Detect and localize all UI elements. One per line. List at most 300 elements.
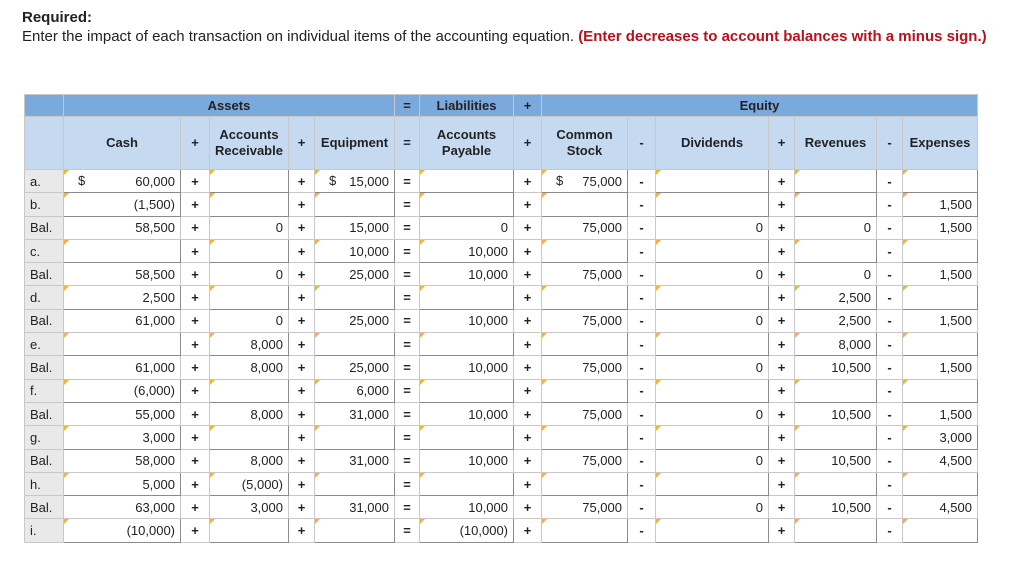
cell-value: 1,500 [939,406,972,422]
row-operator: + [514,333,542,356]
table-row [25,170,978,193]
row-operator: = [395,286,420,309]
column-header-operator: + [769,117,795,170]
group-header-blank [25,95,64,117]
input-accounts-payable[interactable] [420,519,514,542]
row-label: d. [25,286,64,309]
input-equipment[interactable] [315,286,395,309]
input-revenues[interactable] [795,286,877,309]
cell-value: 58,000 [135,453,175,469]
input-accounts-payable[interactable] [420,333,514,356]
input-expenses[interactable] [903,333,978,356]
cell-value: 75,000 [582,499,622,515]
input-equipment[interactable] [315,333,395,356]
column-header-expenses: Expenses [903,117,978,170]
cell-value: 0 [863,266,871,282]
balance-dividends [656,449,769,472]
row-operator: + [181,286,210,309]
row-operator: = [395,193,420,216]
row-operator: + [289,239,315,262]
cell-value: 25,000 [349,266,389,282]
input-cash[interactable] [64,286,181,309]
balance-cash [64,309,181,332]
required-heading: Required: [22,9,93,26]
row-operator: + [289,263,315,286]
row-operator: - [628,472,656,495]
table-row [25,216,978,239]
row-operator: + [289,426,315,449]
input-dividends[interactable] [656,333,769,356]
row-operator: + [514,472,542,495]
cell-value: 2,500 [838,290,871,306]
column-header-equipment: Equipment [315,117,395,170]
cell-value: 8,000 [250,453,283,469]
input-accounts-payable[interactable] [420,379,514,402]
accounting-equation-table [24,94,978,543]
cell-value: 75,000 [582,406,622,422]
row-operator: - [877,309,903,332]
row-operator: + [769,496,795,519]
column-header-operator: - [877,117,903,170]
input-equipment[interactable] [315,472,395,495]
cell-value: 1,500 [939,196,972,212]
row-operator: = [395,170,420,193]
input-accounts-receivable[interactable] [210,239,289,262]
input-expenses[interactable] [903,170,978,193]
input-cash[interactable] [64,426,181,449]
row-operator: + [514,402,542,425]
row-operator: - [628,333,656,356]
column-header-cash: Cash [64,117,181,170]
balance-accounts-receivable [210,496,289,519]
input-accounts-receivable[interactable] [210,379,289,402]
input-accounts-receivable[interactable] [210,426,289,449]
dollar-sign: $ [556,173,564,188]
input-expenses[interactable] [903,519,978,542]
input-revenues[interactable] [795,333,877,356]
cell-value: 0 [755,453,763,469]
row-operator: + [181,333,210,356]
row-operator: + [181,496,210,519]
table-row [25,426,978,449]
input-accounts-payable[interactable] [420,193,514,216]
row-operator: - [628,402,656,425]
row-operator: + [514,286,542,309]
row-label: c. [25,239,64,262]
cell-value: 10,000 [349,243,389,259]
input-cash[interactable] [64,170,181,193]
row-operator: + [769,216,795,239]
row-operator: + [514,519,542,542]
input-cash[interactable] [64,379,181,402]
input-dividends[interactable] [656,193,769,216]
row-operator: + [769,379,795,402]
row-label: f. [25,379,64,402]
table-row [25,239,978,262]
row-operator: - [628,356,656,379]
input-accounts-receivable[interactable] [210,519,289,542]
input-accounts-payable[interactable] [420,426,514,449]
input-cash[interactable] [64,519,181,542]
balance-cash [64,402,181,425]
row-operator: + [769,333,795,356]
row-operator: + [289,402,315,425]
input-accounts-payable[interactable] [420,286,514,309]
column-header-operator: + [181,117,210,170]
input-cash[interactable] [64,472,181,495]
row-operator: + [181,519,210,542]
row-operator: + [181,170,210,193]
row-operator: + [769,286,795,309]
row-operator: - [877,379,903,402]
cell-value: 15,000 [349,220,389,236]
input-dividends[interactable] [656,379,769,402]
input-equipment[interactable] [315,193,395,216]
cell-value: (10,000) [126,523,175,539]
balance-revenues [795,402,877,425]
balance-common-stock [542,496,628,519]
input-dividends[interactable] [656,426,769,449]
table-row [25,309,978,332]
cell-value: 5,000 [142,476,175,492]
cell-value: 2,500 [142,290,175,306]
cell-value: 75,000 [582,220,622,236]
table-row [25,496,978,519]
row-operator: + [769,309,795,332]
input-cash[interactable] [64,193,181,216]
row-operator: - [877,170,903,193]
row-operator: + [289,472,315,495]
input-revenues[interactable] [795,426,877,449]
row-operator: + [769,402,795,425]
balance-accounts-receivable [210,216,289,239]
row-operator: + [769,239,795,262]
row-operator: = [395,472,420,495]
row-operator: + [769,170,795,193]
row-operator: = [395,216,420,239]
row-operator: + [769,263,795,286]
input-expenses[interactable] [903,193,978,216]
balance-cash [64,496,181,519]
row-operator: + [289,216,315,239]
balance-expenses [903,449,978,472]
row-operator: + [514,216,542,239]
input-equipment[interactable] [315,519,395,542]
instruction-main: Enter the impact of each transaction on individual items of the accounting equation. [22,28,575,45]
cell-value: 8,000 [250,360,283,376]
cell-value: 10,000 [468,266,508,282]
table-row [25,286,978,309]
balance-cash [64,356,181,379]
row-operator: = [395,379,420,402]
column-header-common-stock: Common Stock [542,117,628,170]
cell-value: (10,000) [459,523,508,539]
row-operator: - [628,426,656,449]
cell-value: 8,000 [838,336,871,352]
input-common-stock[interactable] [542,472,628,495]
cell-value: 75,000 [582,313,622,329]
balance-accounts-payable [420,356,514,379]
row-label: Bal. [25,309,64,332]
row-operator: + [181,239,210,262]
balance-equipment [315,216,395,239]
balance-equipment [315,496,395,519]
instruction-text [22,27,1012,46]
input-common-stock[interactable] [542,333,628,356]
input-accounts-receivable[interactable] [210,170,289,193]
row-label: g. [25,426,64,449]
row-label: Bal. [25,496,64,519]
balance-revenues [795,356,877,379]
row-operator: + [181,309,210,332]
row-label: Bal. [25,263,64,286]
dollar-sign: $ [78,173,86,188]
dollar-sign: $ [329,173,337,188]
input-cash[interactable] [64,333,181,356]
balance-dividends [656,402,769,425]
row-operator: + [769,193,795,216]
balance-accounts-receivable [210,356,289,379]
input-dividends[interactable] [656,519,769,542]
input-dividends[interactable] [656,170,769,193]
input-revenues[interactable] [795,472,877,495]
table-row [25,519,978,542]
input-cash[interactable] [64,239,181,262]
input-revenues[interactable] [795,379,877,402]
row-operator: = [395,402,420,425]
cell-value: 75,000 [582,360,622,376]
balance-expenses [903,356,978,379]
row-operator: + [514,426,542,449]
balance-accounts-receivable [210,263,289,286]
cell-value: 63,000 [135,499,175,515]
table-row [25,193,978,216]
row-label: b. [25,193,64,216]
balance-revenues [795,263,877,286]
input-common-stock[interactable] [542,426,628,449]
row-operator: = [395,309,420,332]
cell-value: 2,500 [838,313,871,329]
table-row [25,356,978,379]
row-operator: - [877,333,903,356]
cell-value: (1,500) [133,196,175,212]
input-expenses[interactable] [903,472,978,495]
cell-value: 10,500 [831,499,871,515]
row-operator: = [395,333,420,356]
row-operator: + [769,426,795,449]
input-common-stock[interactable] [542,193,628,216]
row-operator: - [628,496,656,519]
column-header-blank [25,117,64,170]
column-header-operator: - [628,117,656,170]
group-header-plus: + [514,95,542,117]
row-label: Bal. [25,449,64,472]
row-operator: - [877,496,903,519]
row-operator: - [877,472,903,495]
balance-equipment [315,356,395,379]
cell-value: 10,000 [468,360,508,376]
input-accounts-payable[interactable] [420,170,514,193]
cell-value: 55,000 [135,406,175,422]
balance-common-stock [542,356,628,379]
input-common-stock[interactable] [542,239,628,262]
row-operator: - [877,519,903,542]
input-expenses[interactable] [903,239,978,262]
balance-accounts-payable [420,402,514,425]
cell-value: 75,000 [582,453,622,469]
input-accounts-receivable[interactable] [210,472,289,495]
input-revenues[interactable] [795,193,877,216]
row-label: Bal. [25,356,64,379]
column-header-row [25,117,978,170]
input-expenses[interactable] [903,379,978,402]
input-equipment[interactable] [315,170,395,193]
column-header-accounts-receivable: Accounts Receivable [210,117,289,170]
row-operator: + [289,286,315,309]
row-operator: + [289,519,315,542]
balance-accounts-payable [420,309,514,332]
input-accounts-receivable[interactable] [210,333,289,356]
row-operator: + [289,333,315,356]
cell-value: 10,000 [468,406,508,422]
balance-equipment [315,263,395,286]
cell-value: 61,000 [135,313,175,329]
balance-dividends [656,496,769,519]
row-operator: + [181,263,210,286]
row-operator: - [877,402,903,425]
row-operator: - [628,193,656,216]
row-operator: + [514,356,542,379]
input-revenues[interactable] [795,170,877,193]
row-label: Bal. [25,216,64,239]
group-header-assets: Assets [64,95,395,117]
balance-dividends [656,356,769,379]
column-header-dividends: Dividends [656,117,769,170]
row-operator: + [514,449,542,472]
cell-value: 10,500 [831,360,871,376]
row-operator: - [877,286,903,309]
balance-accounts-receivable [210,309,289,332]
cell-value: 0 [275,220,283,236]
cell-value: 10,500 [831,406,871,422]
row-operator: + [514,239,542,262]
input-revenues[interactable] [795,239,877,262]
balance-revenues [795,309,877,332]
balance-common-stock [542,309,628,332]
balance-revenues [795,496,877,519]
row-operator: + [514,193,542,216]
row-operator: + [769,519,795,542]
cell-value: 3,000 [939,429,972,445]
row-operator: + [181,426,210,449]
cell-value: 4,500 [939,453,972,469]
row-operator: - [877,449,903,472]
row-operator: = [395,239,420,262]
balance-common-stock [542,263,628,286]
cell-value: 25,000 [349,313,389,329]
cell-value: 31,000 [349,406,389,422]
input-expenses[interactable] [903,426,978,449]
row-operator: - [628,309,656,332]
cell-value: (5,000) [241,476,283,492]
cell-value: 25,000 [349,360,389,376]
input-dividends[interactable] [656,286,769,309]
cell-value: 0 [275,266,283,282]
balance-expenses [903,309,978,332]
balance-revenues [795,449,877,472]
row-operator: + [514,263,542,286]
row-operator: = [395,519,420,542]
row-operator: = [395,356,420,379]
input-expenses[interactable] [903,286,978,309]
input-equipment[interactable] [315,239,395,262]
column-header-operator: + [514,117,542,170]
cell-value: 10,500 [831,453,871,469]
row-operator: + [289,309,315,332]
balance-accounts-payable [420,263,514,286]
input-common-stock[interactable] [542,379,628,402]
balance-cash [64,216,181,239]
row-operator: + [289,449,315,472]
row-operator: = [395,496,420,519]
input-accounts-payable[interactable] [420,472,514,495]
input-accounts-receivable[interactable] [210,286,289,309]
cell-value: 60,000 [135,173,175,189]
input-common-stock[interactable] [542,286,628,309]
input-accounts-receivable[interactable] [210,193,289,216]
row-operator: - [628,449,656,472]
cell-value: 31,000 [349,499,389,515]
cell-value: 4,500 [939,499,972,515]
input-dividends[interactable] [656,239,769,262]
row-operator: + [289,496,315,519]
instructions [22,8,1012,46]
row-label: h. [25,472,64,495]
cell-value: 1,500 [939,266,972,282]
cell-value: 0 [755,406,763,422]
row-operator: + [769,472,795,495]
input-equipment[interactable] [315,426,395,449]
cell-value: 1,500 [939,360,972,376]
input-common-stock[interactable] [542,170,628,193]
row-operator: - [877,193,903,216]
table-row [25,263,978,286]
input-common-stock[interactable] [542,519,628,542]
balance-revenues [795,216,877,239]
row-operator: + [514,379,542,402]
input-dividends[interactable] [656,472,769,495]
balance-dividends [656,309,769,332]
cell-value: 10,000 [468,499,508,515]
row-label: i. [25,519,64,542]
group-header-row [25,95,978,117]
input-equipment[interactable] [315,379,395,402]
cell-value: 31,000 [349,453,389,469]
input-accounts-payable[interactable] [420,239,514,262]
row-operator: = [395,263,420,286]
row-operator: + [181,402,210,425]
row-operator: - [628,286,656,309]
table-row [25,333,978,356]
row-operator: + [181,216,210,239]
table-row [25,449,978,472]
cell-value: 61,000 [135,360,175,376]
balance-expenses [903,216,978,239]
instruction-note: (Enter decreases to account balances with a minus sign.) [578,28,987,45]
row-operator: + [514,170,542,193]
cell-value: 0 [755,313,763,329]
input-revenues[interactable] [795,519,877,542]
